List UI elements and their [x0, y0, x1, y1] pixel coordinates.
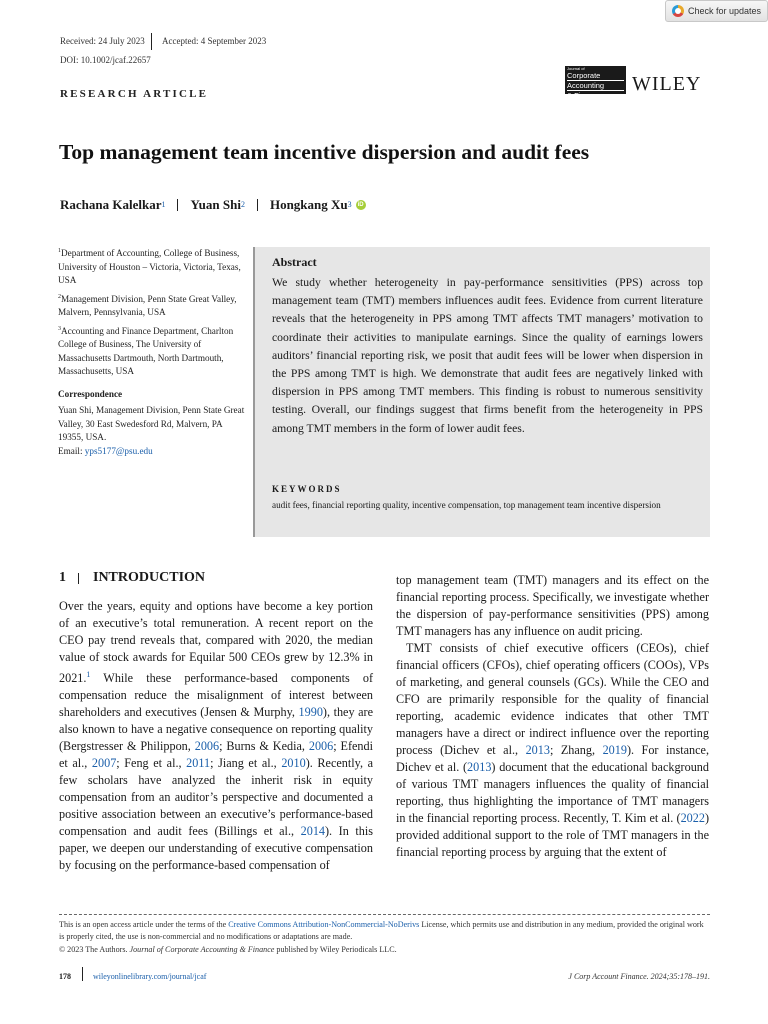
page-number: 178 [59, 972, 71, 981]
affiliations [58, 245, 248, 461]
section-separator [78, 573, 79, 584]
abstract-text: We study whether heterogeneity in pay-performance sensitivities (PPS) across top management team (TMT) members influences audit fees. Evidence from current literature reveals that the heterogeneity in PPS among TMT affects TMT managers’ motivation to coordinate their activities to manipulate earnings. Since the quality of earnings lowers auditors’ financial reporting risk, we posit that audit fees will be lower when dispersion in the PPS among TMT is high. We demonstrate that audit fees are negatively linked with dispersion in PPS among TMT members. This finding is robust to numerous sensitivity testing. Overall, our findings suggest that firms benefit from the heterogeneity in PPS among TMT members in the form of lower audit fees. [272, 276, 703, 435]
citation-link[interactable]: 2006 [194, 739, 220, 754]
abstract-box [253, 247, 710, 537]
citation-link[interactable]: 2019 [602, 743, 627, 757]
citation-link[interactable]: 2022 [680, 811, 705, 825]
paper-title: Top management team incentive dispersion and audit fees [59, 140, 590, 164]
footer-divider [59, 914, 710, 915]
keywords-text: audit fees, financial reporting quality, incentive compensation, top management team incentive dispersion [272, 500, 661, 510]
citation-link[interactable]: 2006 [308, 739, 334, 754]
article-type: RESEARCH ARTICLE [60, 88, 209, 100]
journal-citation: J Corp Account Finance. 2024;35:178–191. [568, 972, 710, 981]
meta-divider [151, 33, 152, 50]
keywords-heading: KEYWORDS [272, 484, 342, 494]
correspondence-text: Yuan Shi, Management Division, Penn State Great Valley, 30 East Swedesford Rd, Malvern, PA 19355, USA. Email: yps5177@psu.edu [58, 405, 245, 456]
doi: DOI: 10.1002/jcaf.22657 [60, 55, 151, 65]
intro-right-column [396, 572, 709, 861]
author-separator [177, 199, 178, 211]
citation-link[interactable]: 2013 [467, 760, 492, 774]
check-for-updates-button[interactable] [665, 0, 768, 22]
citation-link[interactable]: 2007 [91, 756, 117, 771]
publisher-logo: WILEY [632, 73, 702, 95]
citation-link[interactable]: 2014 [300, 824, 325, 839]
citation-link[interactable]: 2011 [186, 756, 211, 771]
author-name[interactable]: Hongkang Xu [269, 197, 348, 212]
section-heading-introduction [59, 570, 205, 586]
intro-left-column: Over the years, equity and options have become a key portion of an executive’s total remuneration. A recent report on the CEO pay trend reveals that, compared with 2020, the median value of stock awards for Equilar 500 CEOs grew by 12.3% in 2021.$^1$ While these performance-based components of compensation reduce the misalignment of interest between shareholders and executives (Jensen & Murphy, 1990), they are also known to have a negative consequence on reporting quality (Bergstresser & Philippon, 2006; Burns & Kedia, 2006; Efendi et al., 2007; Feng et al., 2011; Jiang et al., 2010). Recently, a few scholars have analyzed the inherit risk in equity compensation from an auditor’s perspective and documented a positive association between an executive’s performance-based compensation and audit fees (Billings et al., 2014). In this paper, we deepen our understanding of executive compensation by focusing on the performance-based compensation of [59, 599, 374, 873]
section-title: INTRODUCTION [93, 570, 206, 585]
citation-link[interactable]: 1990 [298, 705, 323, 720]
author-separator [257, 199, 258, 211]
abstract-heading: Abstract [272, 255, 317, 269]
paragraph: TMT consists of chief executive officers (CEOs), chief financial officers (CFOs), chief operating officers (COOs), VPs of marketing, and general counsels (GCs). While the CEO and CFO are primarily responsible for the quality of financial reporting, academic evidence indicates that other TMT managers have a direct or indirect influence over the reporting process (Dichev et al., 2013; Zhang, 2019). For instance, Dichev et al. (2013) document that the educational background of various TMT managers influences the quality of financial reporting, thus highlighting the importance of TMT managers in the financial reporting process. Recently, T. Kim et al. (2022) provided additional support to the role of TMT managers in the financial reporting process by arguing that the extent of [396, 641, 709, 859]
orcid-icon[interactable]: iD [357, 202, 364, 208]
footnote-link[interactable]: 1 [86, 670, 91, 679]
journal-name: Journal of Corporate Accounting & Finance [129, 944, 275, 954]
received-date: Received: 24 July 2023 [60, 36, 145, 46]
license-notice: This is an open access article under the terms of the Creative Commons Attribution-NonCommercial-NoDerivs License, which permits use and distribution in any medium, provided the original work is properly cited, the use is non-commercial and no modifications or adaptations are made. © 2023 The Authors. Journal of Corporate Accounting & Finance published by Wiley Periodicals LLC. [59, 920, 704, 954]
page-divider [82, 967, 83, 981]
check-for-updates-label: Check for updates [688, 6, 762, 16]
affiliation: $^2$Management Division, Penn State Great Valley, Malvern, Pennsylvania, USA [58, 293, 237, 318]
license-link[interactable]: Creative Commons Attribution-NonCommercial-NoDerivs [228, 920, 420, 929]
crossmark-icon [672, 5, 684, 17]
accepted-date: Accepted: 4 September 2023 [162, 36, 267, 46]
citation-link[interactable]: 2010 [281, 756, 306, 771]
email-link[interactable]: yps5177@psu.edu [84, 445, 153, 456]
author-name[interactable]: Rachana Kalelkar [60, 197, 162, 212]
correspondence-heading: Correspondence [58, 388, 123, 399]
affiliation: $^3$Accounting and Finance Department, Charlton College of Business, The University of Massachusetts Dartmouth, North Dartmouth, Massachusetts, USA [58, 325, 234, 377]
citation-link[interactable]: 2013 [525, 743, 550, 757]
affiliation: $^1$Department of Accounting, College of Business, University of Houston – Victoria, Victoria, Texas, USA [58, 248, 241, 286]
section-number: 1 [59, 570, 66, 585]
journal-logo: Journal of Corporate Accounting & Finance [565, 66, 626, 94]
author-list: Rachana Kalelkar 1 Yuan Shi 2 Hongkang Xu 3 iD [60, 197, 364, 212]
paragraph: top management team (TMT) managers and its effect on the financial reporting process. Specifically, we investigate whether the dispersion of pay-performance sensitivities (PPS) among TMT managers has any influence on audit pricing. [396, 573, 709, 638]
journal-url-link[interactable]: wileyonlinelibrary.com/journal/jcaf [93, 972, 207, 981]
author-name[interactable]: Yuan Shi [190, 197, 241, 212]
